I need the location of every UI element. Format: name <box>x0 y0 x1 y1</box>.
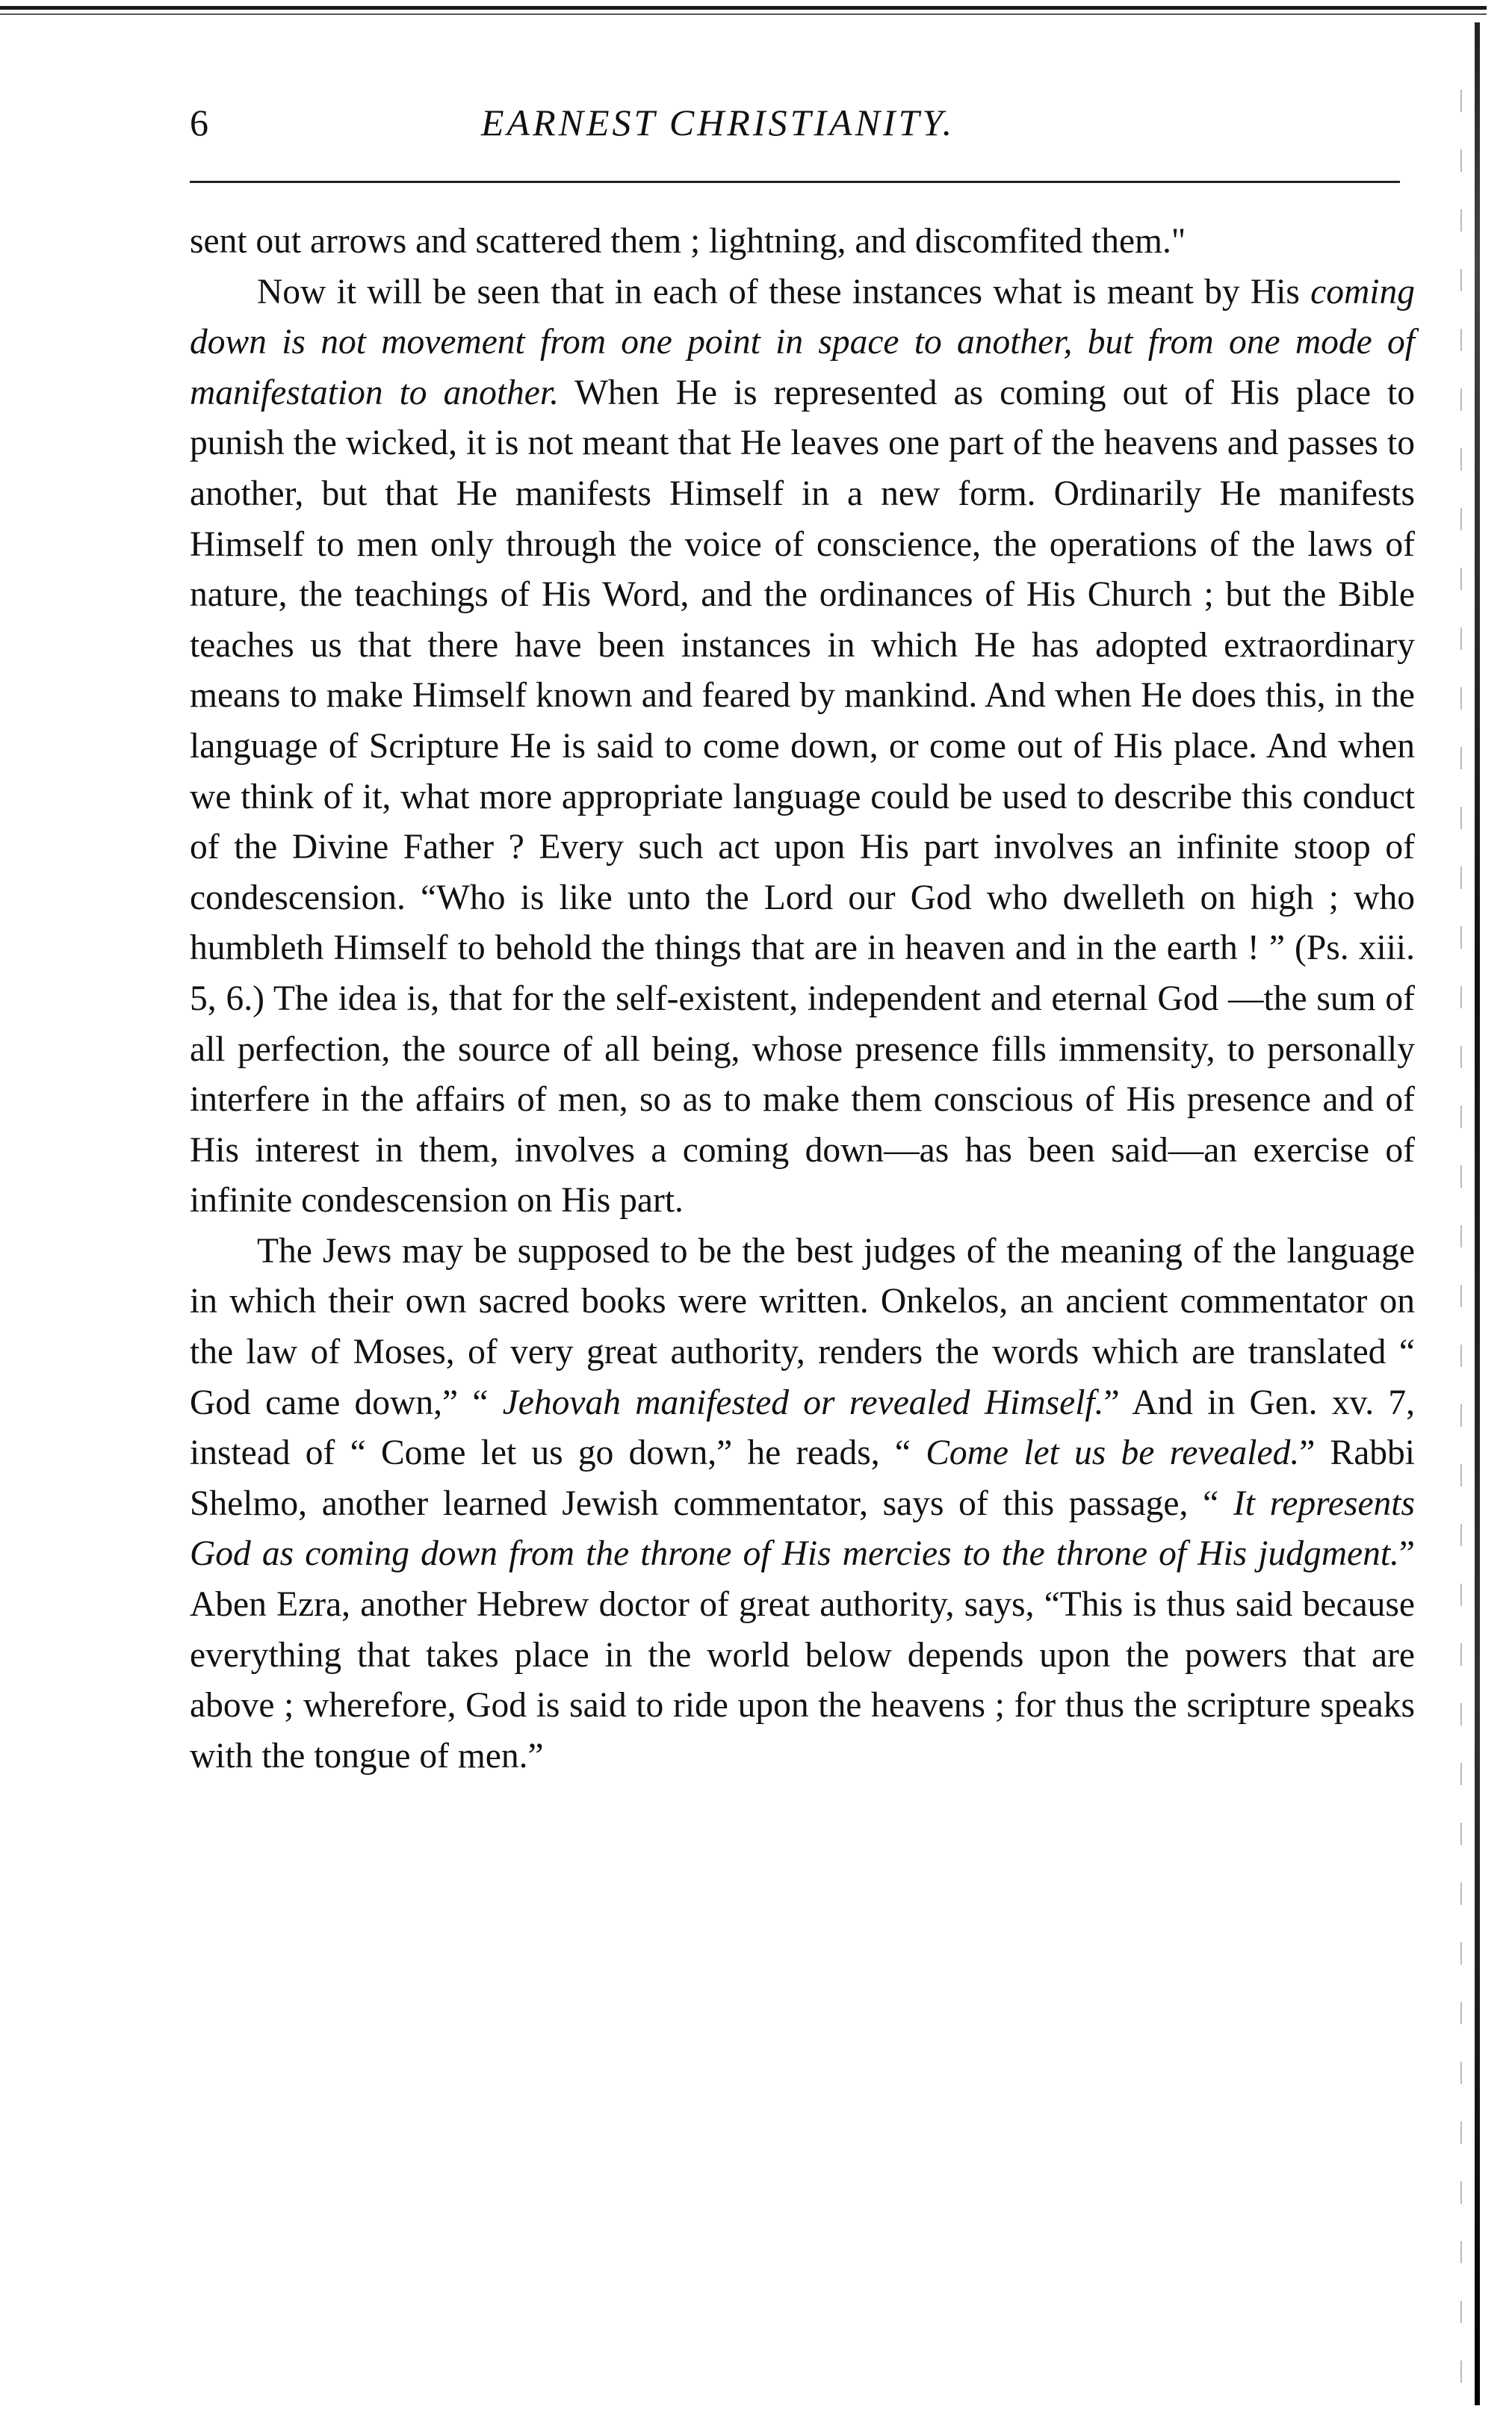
top-border-rule-thin <box>0 13 1487 15</box>
page-edge-shadow <box>1475 22 1480 2405</box>
paragraph-3 <box>190 1227 1415 1782</box>
paragraph-3-italic-1: Jehovah manifested or revealed Himself. <box>502 1383 1104 1422</box>
paragraph-3-text-d: ” Aben Ezra, another Hebrew doctor of great authority, says, “This is thus said because everything that takes place in the world below depends upon the powers that are above ; wherefore, God is said to ride upon the heavens ; for thus the scripture speaks with the tongue of men.” <box>190 1534 1415 1776</box>
paragraph-2 <box>190 267 1415 1227</box>
page-number: 6 <box>190 102 208 143</box>
top-border-rule <box>0 6 1487 10</box>
paragraph-3-italic-2: Come let us be revealed. <box>926 1433 1300 1473</box>
paragraph-3-text-b: ” And in Gen. xv. 7, instead of “ Come let us go down,” he reads, “ <box>190 1383 1416 1473</box>
header-rule <box>190 181 1400 183</box>
paragraph-3-text-c: ” Rabbi Shelmo, another learned Jewish commentator, says of this passage, “ <box>190 1433 1416 1523</box>
paragraph-2-italic: coming down is not movement from one point in space to another, but from one mode of manifestation to another. <box>190 272 1415 412</box>
body-text <box>190 217 1415 1782</box>
paragraph-3-text-a: The Jews may be supposed to be the best judges of the meaning of the language in which their own sacred books were written. Onkelos, an ancient commentator on the law of Moses, of very great authority, renders the words which are translated “ God came down,” “ <box>190 1231 1415 1422</box>
page-header <box>190 101 1415 161</box>
paragraph-2-text-b: When He is represented as coming out of His place to punish the wicked, it is not meant that He leaves one part of the heavens and passes to another, but that He manifests Himself in a new form. Ordinarily He manifests Himself to men only through the voice of conscience, the operations of the laws of nature, the teachings of His Word, and the ordinances of His Church ; but the Bible teaches us that there have been instances in which He has adopted extraordinary means to make Himself known and feared by mankind. And when He does this, in the language of Scripture He is said to come down, or come out of His place. And when we think of it, what more appropriate language could be used to describe this conduct of the Divine Father ? Every such act upon His part involves an infinite stoop of condescension. “Who is like unto the Lord our God who dwelleth on high ; who humbleth Himself to behold the things that are in heaven and in the earth ! ” (Ps. xiii. 5, 6.) The idea is, that for the self-existent, independent and eternal God —the sum of all perfection, the source of all being, whose presence fills immensity, to personally interfere in the affairs of men, so as to make them conscious of His presence and of His interest in them, involves a coming down—as has been said—an exercise of infinite condescension on His part. <box>190 373 1415 1221</box>
paragraph-1: sent out arrows and scattered them ; lightning, and discomfited them." <box>190 222 1186 261</box>
paragraph-3-italic-3: It represents God as coming down from the throne of His mercies to the throne of His judgment. <box>190 1484 1415 1574</box>
page-edge-marks <box>1460 90 1462 2390</box>
running-head: EARNEST CHRISTIANITY. <box>481 102 955 143</box>
paragraph-2-text-a: Now it will be seen that in each of these instances what is meant by His <box>257 272 1311 311</box>
